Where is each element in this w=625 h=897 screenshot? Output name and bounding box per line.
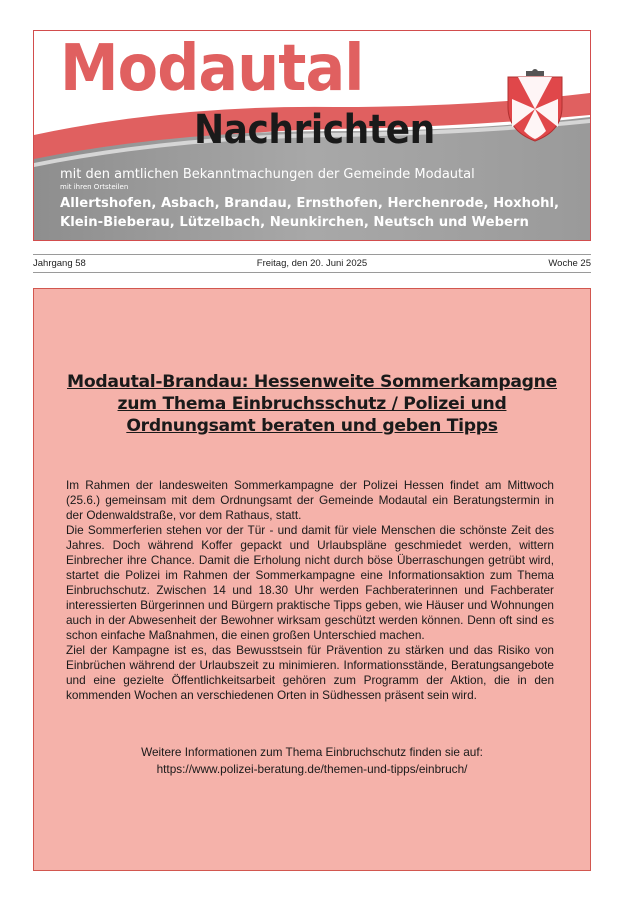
- footer-info-text: Weitere Informationen zum Thema Einbruchschutz finden sie auf:: [141, 745, 483, 759]
- masthead-title: Modautal: [60, 32, 364, 106]
- article-paragraph: Die Sommerferien stehen vor der Tür - und damit für viele Menschen die schönste Zeit des Jahres. Doch während Koffer gepackt und Urlaubspläne geschmiedet werden, wittern Einbrecher ihre Chance. Damit die Erholung nicht durch böse Überraschungen getrübt wird, startet die Polizei im Rahmen der Sommerkampagne eine Informationsaktion zum Thema Einbruchschutz. Zwischen 14 und 18.30 Uhr werden Fachberaterinnen und Fachberater interessierten Bürgerinnen und Bürgern praktische Tipps geben, wie Häuser und Wohnungen auch in der Abwesenheit der Bewohner wirksam geschützt werden können. Denn oft sind es schon einfache Maßnahmen, die einen großen Unterschied machen.: [66, 523, 554, 642]
- article-paragraph: Ziel der Kampagne ist es, das Bewusstsein für Prävention zu stärken und das Risiko von Einbrüchen während der Urlaubszeit zu minimieren. Informationsstände, Beratungsangebote und eine gezielte Öffentlichkeitsarbeit gehören zum Programm der Aktion, die in den kommenden Wochen an verschiedenen Orten in Südhessen präsent sein wird.: [66, 643, 554, 702]
- masthead: [33, 30, 591, 241]
- headline-line-3: Ordnungsamt beraten und geben Tipps: [126, 416, 498, 436]
- issue-volume: Jahrgang 58: [33, 258, 86, 269]
- article-box: [33, 288, 591, 871]
- masthead-tagline: mit den amtlichen Bekanntmachungen der Gemeinde Modautal: [60, 167, 475, 182]
- headline-line-1: Modautal-Brandau: Hessenweite Sommerkampagne: [67, 372, 557, 392]
- villages-line-2: Klein-Bieberau, Lützelbach, Neunkirchen, Neutsch und Webern: [60, 215, 529, 230]
- article-footer: [54, 744, 570, 778]
- issue-date: Freitag, den 20. Juni 2025: [256, 258, 368, 269]
- headline-line-2: zum Thema Einbruchsschutz / Polizei und: [117, 394, 507, 414]
- footer-link[interactable]: https://www.polizei-beratung.de/themen-und-tipps/einbruch/: [156, 762, 468, 776]
- villages-line-1: Allertshofen, Asbach, Brandau, Ernsthofen, Herchenrode, Hoxhohl,: [60, 196, 560, 211]
- issue-info-bar: [33, 254, 591, 273]
- article-body: [66, 478, 554, 703]
- masthead-villages: [60, 194, 590, 232]
- article-paragraph: Im Rahmen der landesweiten Sommerkampagne der Polizei Hessen findet am Mittwoch (25.6.) gemeinsam mit dem Ordnungsamt der Gemeinde Modautal ein Beratungstermin in der Odenwaldstraße, vor dem Rathaus, statt.: [66, 478, 554, 522]
- coat-of-arms-icon: [504, 69, 566, 143]
- article-headline: [54, 371, 570, 437]
- issue-week: Woche 25: [548, 258, 591, 269]
- masthead-subtitle: Nachrichten: [194, 107, 435, 153]
- masthead-note: mit ihren Ortsteilen: [60, 183, 129, 191]
